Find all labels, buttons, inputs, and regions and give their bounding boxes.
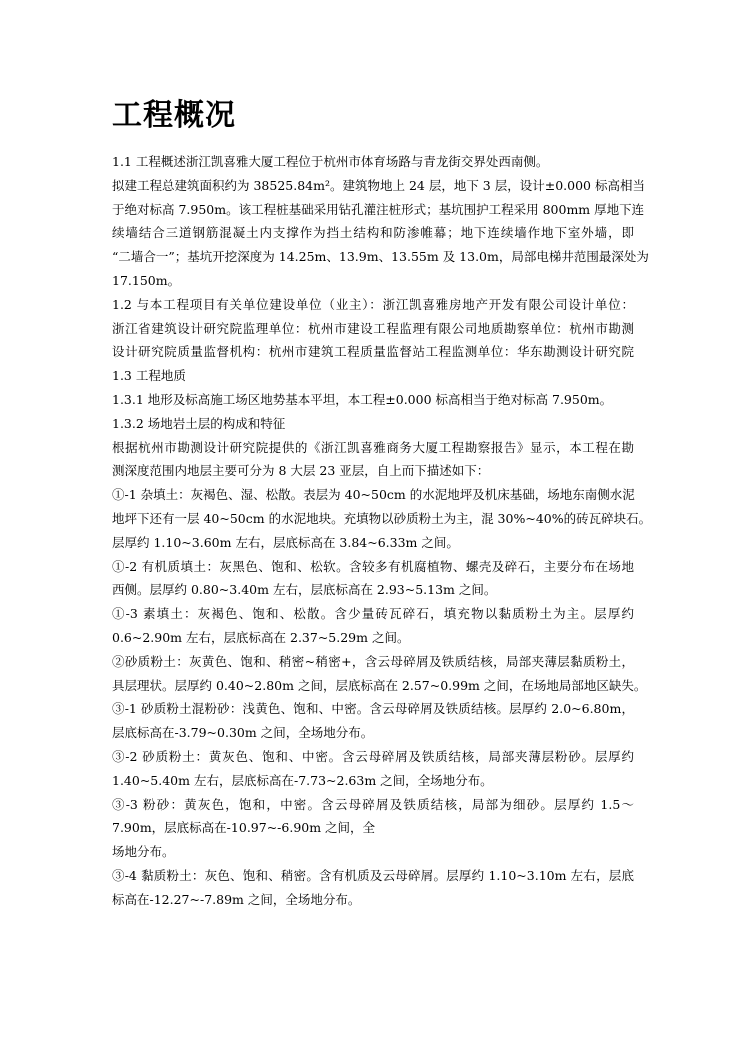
text-line: 于绝对标高 7.950m。该工程桩基础采用钻孔灌注桩形式；基坑围护工程采用 800mm 厚地下连	[112, 201, 645, 217]
text-line: 层厚约 1.10~3.60m 左右，层底标高在 3.84~6.33m 之间。	[112, 534, 459, 550]
text-line: 1.3 工程地质	[112, 368, 186, 384]
text-line: 续墙结合三道钢筋混凝土内支撑作为挡土结构和防渗帷幕；地下连续墙作地下室外墙，即	[112, 225, 634, 241]
text-line: 17.150m。	[112, 272, 181, 288]
text-line: ③-3 粉砂：黄灰色，饱和，中密。含云母碎屑及铁质结核，局部为细砂。层厚约 1.5～	[112, 796, 634, 812]
text-line: 7.90m，层底标高在-10.97~-6.90m 之间，全	[112, 820, 376, 836]
text-line: 1.3.2 场地岩土层的构成和特征	[112, 415, 286, 431]
text-line: 测深度范围内地层主要可分为 8 大层 23 亚层，自上而下描述如下：	[112, 463, 490, 479]
text-line: 1.40~5.40m 左右，层底标高在-7.73~2.63m 之间，全场地分布。	[112, 772, 493, 788]
text-line: 浙江省建筑设计研究院监理单位：杭州市建设工程监理有限公司地质勘察单位：杭州市勘测	[112, 320, 634, 336]
text-line: 地坪下还有一层 40~50cm 的水泥地块。充填物以砂质粉土为主，混 30%~40%的砖瓦碎块石。	[112, 510, 652, 526]
text-line: 设计研究院质量监督机构：杭州市建筑工程质量监督站工程监测单位：华东勘测设计研究院	[112, 344, 634, 360]
text-line: 0.6~2.90m 左右，层底标高在 2.37~5.29m 之间。	[112, 629, 410, 645]
text-line: ③-1 砂质粉土混粉砂：浅黄色、饱和、中密。含云母碎屑及铁质结核。层厚约 2.0~6.80m，	[112, 701, 634, 717]
text-line: 层底标高在-3.79~0.30m 之间，全场地分布。	[112, 725, 374, 741]
text-line: 场地分布。	[112, 844, 175, 860]
text-line: ③-2 砂质粉土：黄灰色、饱和、中密。含云母碎屑及铁质结核，局部夹薄层粉砂。层厚约	[112, 748, 634, 764]
text-line: ①-1 杂填土：灰褐色、湿、松散。表层为 40~50cm 的水泥地坪及机床基础，场地东南侧水泥	[112, 487, 635, 503]
text-line: 标高在-12.27~-7.89m 之间，全场地分布。	[112, 891, 361, 907]
text-line: 根据杭州市勘测设计研究院提供的《浙江凯喜雅商务大厦工程勘察报告》显示，本工程在勘	[112, 439, 634, 455]
text-line: 1.1 工程概述浙江凯喜雅大厦工程位于杭州市体育场路与青龙街交界处西南侧。	[112, 154, 549, 169]
text-line: 1.3.1 地形及标高施工场区地势基本平坦，本工程±0.000 标高相当于绝对标高 7.950m。	[112, 391, 613, 407]
page-title: 工程概况	[112, 98, 236, 133]
text-line: ①-3 素填土：灰褐色、饱和、松散。含少量砖瓦碎石，填充物以黏质粉土为主。层厚约	[112, 606, 634, 622]
text-line: “二墙合一”；基坑开挖深度为 14.25m、13.9m、13.55m 及 13.0m，局部电梯井范围最深处为	[112, 249, 649, 265]
text-line: 1.2 与本工程项目有关单位建设单位（业主）：浙江凯喜雅房地产开发有限公司设计单位：	[112, 296, 634, 312]
text-line: ①-2 有机质填土：灰黑色、饱和、松软。含较多有机腐植物、螺壳及碎石，主要分布在场地	[112, 558, 634, 574]
document-body	[112, 150, 652, 912]
text-line: ②砂质粉土：灰黄色、饱和、稍密~稍密+，含云母碎屑及铁质结核，局部夹薄层黏质粉土，	[112, 653, 634, 669]
text-line: 拟建工程总建筑面积约为 38525.84m²。建筑物地上 24 层，地下 3 层，设计±0.000 标高相当	[112, 177, 645, 193]
text-line: 西侧。层厚约 0.80~3.40m 左右，层底标高在 2.93~5.13m 之间。	[112, 582, 497, 598]
text-line: 具层理状。层厚约 0.40~2.80m 之间，层底标高在 2.57~0.99m 之间，在场地局部地区缺失。	[112, 677, 647, 693]
text-line: ③-4 黏质粉土：灰色、饱和、稍密。含有机质及云母碎屑。层厚约 1.10~3.10m 左右，层底	[112, 867, 634, 883]
